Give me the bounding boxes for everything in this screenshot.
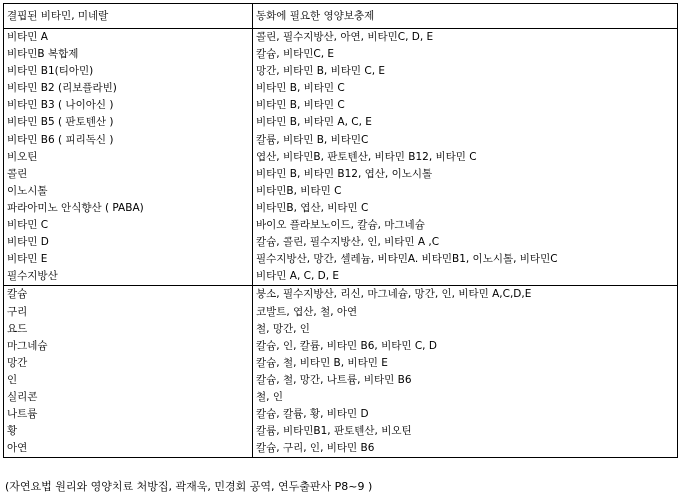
deficient-nutrient-cell: 요드 bbox=[4, 321, 253, 338]
required-supplement-cell: 콜린, 필수지방산, 아연, 비타민C, D, E bbox=[253, 29, 678, 47]
deficient-nutrient-cell: 구리 bbox=[4, 304, 253, 321]
table-row bbox=[4, 29, 678, 47]
deficient-nutrient-cell: 비오틴 bbox=[4, 149, 253, 166]
mineral-group bbox=[4, 286, 678, 458]
required-supplement-cell: 철, 인 bbox=[253, 389, 678, 406]
required-supplement-cell: 바이오 플라보노이드, 칼슘, 마그네슘 bbox=[253, 217, 678, 234]
table-row bbox=[4, 63, 678, 80]
deficient-nutrient-cell: 마그네슘 bbox=[4, 338, 253, 355]
table-row bbox=[4, 423, 678, 440]
table-row bbox=[4, 97, 678, 114]
deficient-nutrient-cell: 아연 bbox=[4, 440, 253, 458]
required-supplement-cell: 칼륨, 비타민 B, 비타민C bbox=[253, 132, 678, 149]
table-row bbox=[4, 132, 678, 149]
deficient-nutrient-cell: 콜린 bbox=[4, 166, 253, 183]
required-supplement-cell: 비타민 A, C, D, E bbox=[253, 268, 678, 286]
header-row bbox=[4, 4, 678, 29]
table-row bbox=[4, 251, 678, 268]
source-citation: (자연요법 원리와 영양치료 처방집, 곽재욱, 민경회 공역, 연두출판사 P8~9 ) bbox=[5, 480, 373, 493]
required-supplement-cell: 비타민B, 엽산, 비타민 C bbox=[253, 200, 678, 217]
table-row bbox=[4, 389, 678, 406]
required-supplement-cell: 엽산, 비타민B, 판토텐산, 비타민 B12, 비타민 C bbox=[253, 149, 678, 166]
deficient-nutrient-cell: 비타민 E bbox=[4, 251, 253, 268]
required-supplement-cell: 비타민 B, 비타민 C bbox=[253, 80, 678, 97]
table-row bbox=[4, 234, 678, 251]
required-supplement-cell: 칼륨, 비타민B1, 판토텐산, 비오틴 bbox=[253, 423, 678, 440]
table-row bbox=[4, 440, 678, 458]
required-supplement-cell: 망간, 비타민 B, 비타민 C, E bbox=[253, 63, 678, 80]
required-supplement-cell: 칼슘, 구리, 인, 비타민 B6 bbox=[253, 440, 678, 458]
table-row bbox=[4, 200, 678, 217]
deficient-nutrient-cell: 필수지방산 bbox=[4, 268, 253, 286]
required-supplement-cell: 칼슘, 철, 망간, 나트륨, 비타민 B6 bbox=[253, 372, 678, 389]
supplement-table bbox=[3, 3, 678, 458]
table-row bbox=[4, 286, 678, 304]
table-row bbox=[4, 149, 678, 166]
deficient-nutrient-cell: 비타민 C bbox=[4, 217, 253, 234]
header-deficient-nutrient: 결핍된 비타민, 미네랄 bbox=[4, 4, 253, 29]
deficient-nutrient-cell: 비타민B 복합제 bbox=[4, 46, 253, 63]
table-row bbox=[4, 338, 678, 355]
deficient-nutrient-cell: 나트륨 bbox=[4, 406, 253, 423]
table-row bbox=[4, 114, 678, 131]
deficient-nutrient-cell: 비타민 B3 ( 나이아신 ) bbox=[4, 97, 253, 114]
deficient-nutrient-cell: 비타민 D bbox=[4, 234, 253, 251]
deficient-nutrient-cell: 망간 bbox=[4, 355, 253, 372]
header-required-supplement: 동화에 필요한 영양보충제 bbox=[253, 4, 678, 29]
table-row bbox=[4, 321, 678, 338]
required-supplement-cell: 칼슘, 콜린, 필수지방산, 인, 비타민 A ,C bbox=[253, 234, 678, 251]
deficient-nutrient-cell: 비타민 A bbox=[4, 29, 253, 47]
required-supplement-cell: 비타민 B, 비타민 A, C, E bbox=[253, 114, 678, 131]
table-row bbox=[4, 166, 678, 183]
deficient-nutrient-cell: 비타민 B2 (리보플라빈) bbox=[4, 80, 253, 97]
required-supplement-cell: 철, 망간, 인 bbox=[253, 321, 678, 338]
table-row bbox=[4, 183, 678, 200]
deficient-nutrient-cell: 이노시톨 bbox=[4, 183, 253, 200]
table-row bbox=[4, 304, 678, 321]
deficient-nutrient-cell: 칼슘 bbox=[4, 286, 253, 304]
vitamin-group bbox=[4, 29, 678, 286]
required-supplement-cell: 비타민 B, 비타민 C bbox=[253, 97, 678, 114]
required-supplement-cell: 칼슘, 칼륨, 황, 비타민 D bbox=[253, 406, 678, 423]
required-supplement-cell: 필수지방산, 망간, 셀레늄, 비타민A. 비타민B1, 이노시톨, 비타민C bbox=[253, 251, 678, 268]
required-supplement-cell: 붕소, 필수지방산, 리신, 마그네슘, 망간, 인, 비타민 A,C,D,E bbox=[253, 286, 678, 304]
required-supplement-cell: 코발트, 엽산, 철, 아연 bbox=[253, 304, 678, 321]
table-row bbox=[4, 80, 678, 97]
deficient-nutrient-cell: 황 bbox=[4, 423, 253, 440]
required-supplement-cell: 칼슘, 비타민C, E bbox=[253, 46, 678, 63]
table-row bbox=[4, 268, 678, 286]
deficient-nutrient-cell: 비타민 B6 ( 피리독신 ) bbox=[4, 132, 253, 149]
deficient-nutrient-cell: 인 bbox=[4, 372, 253, 389]
table-row bbox=[4, 46, 678, 63]
required-supplement-cell: 비타민 B, 비타민 B12, 엽산, 이노시톨 bbox=[253, 166, 678, 183]
table-row bbox=[4, 406, 678, 423]
deficient-nutrient-cell: 비타민 B5 ( 판토텐산 ) bbox=[4, 114, 253, 131]
deficient-nutrient-cell: 파라아미노 안식향산 ( PABA) bbox=[4, 200, 253, 217]
required-supplement-cell: 칼슘, 인, 칼륨, 비타민 B6, 비타민 C, D bbox=[253, 338, 678, 355]
table-row bbox=[4, 217, 678, 234]
required-supplement-cell: 비타민B, 비타민 C bbox=[253, 183, 678, 200]
table-row bbox=[4, 355, 678, 372]
table-row bbox=[4, 372, 678, 389]
deficient-nutrient-cell: 실리콘 bbox=[4, 389, 253, 406]
deficient-nutrient-cell: 비타민 B1(티아민) bbox=[4, 63, 253, 80]
required-supplement-cell: 칼슘, 철, 비타민 B, 비타민 E bbox=[253, 355, 678, 372]
